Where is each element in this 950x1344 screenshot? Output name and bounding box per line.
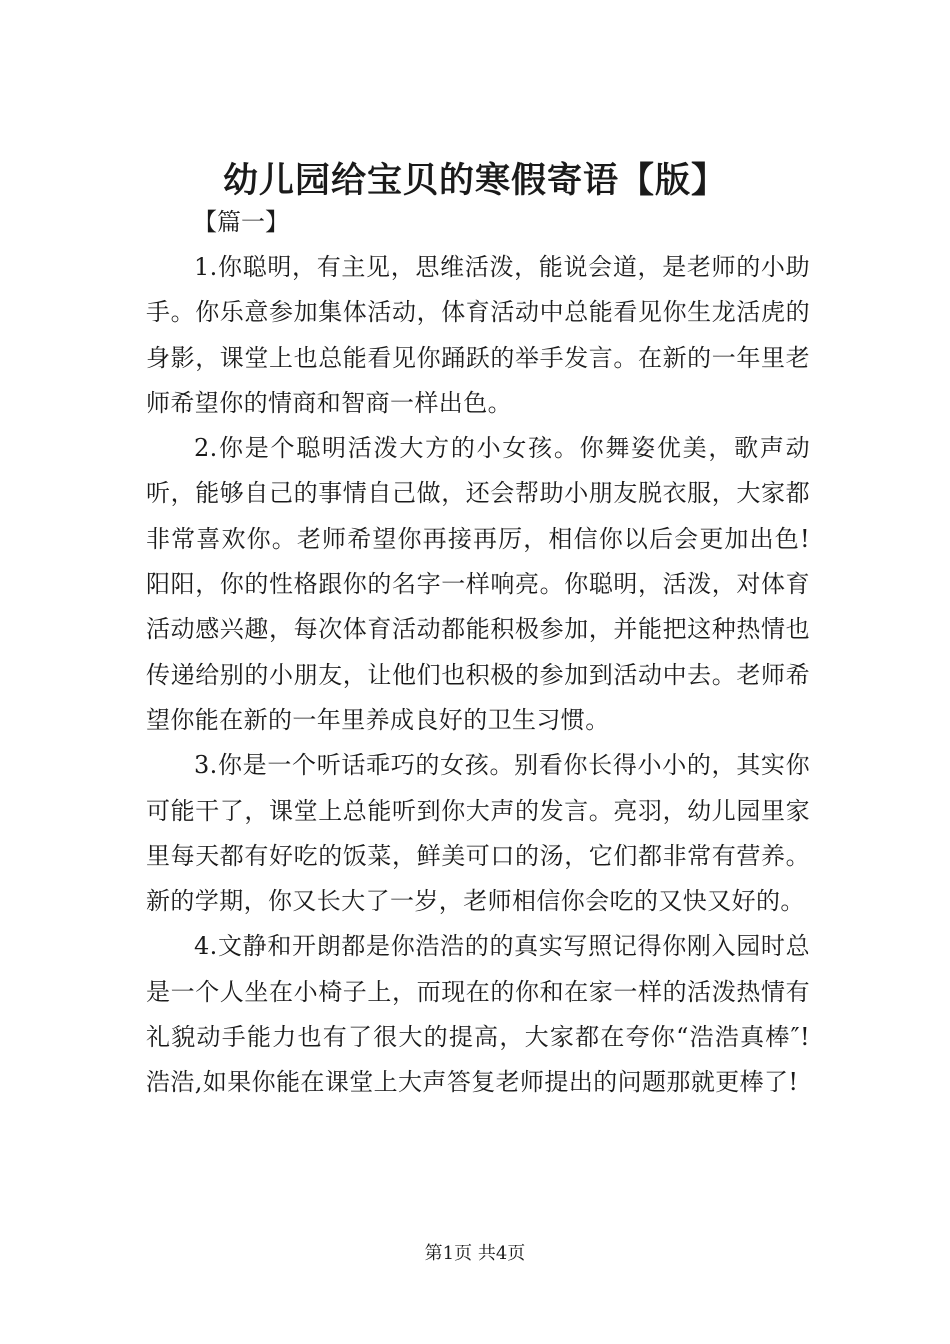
paragraph-3: 3.你是一个听话乖巧的女孩。别看你长得小小的，其实你可能干了，课堂上总能听到你大声的发言。亮羽，幼儿园里家里每天都有好吃的饭菜，鲜美可口的汤，它们都非常有营养。新的学期，你又长大了一岁，老师相信你会吃的又快又好的。 [146,751,810,916]
paragraph-4: 4.文静和开朗都是你浩浩的的真实写照记得你刚入园时总是一个人坐在小椅子上，而现在的你和在家一样的活泼热情有礼貌动手能力也有了很大的提高，大家都在夸你“浩浩真棒″!浩浩,如果你能在课堂上大声答复老师提出的问题那就更棒了! [146,932,810,1097]
section-heading: 【篇一】 [193,208,289,236]
page-indicator: 第1页 共4页 [424,1243,526,1264]
page-title: 幼儿园给宝贝的寒假寄语【版】 [222,160,727,202]
paragraph-1: 1.你聪明，有主见，思维活泼，能说会道，是老师的小助手。你乐意参加集体活动，体育活动中总能看见你生龙活虎的身影，课堂上也总能看见你踊跃的举手发言。在新的一年里老师希望你的情商和智商一样出色。 [146,253,810,417]
document-body [146,245,810,1106]
page-footer [0,1241,950,1267]
paragraph-2: 2.你是个聪明活泼大方的小女孩。你舞姿优美，歌声动听，能够自己的事情自己做，还会帮助小朋友脱衣服，大家都非常喜欢你。老师希望你再接再厉，相信你以后会更加出色!阳阳，你的性格跟你的名字一样响亮。你聪明，活泼，对体育活动感兴趣，每次体育活动都能积极参加，并能把这种热情也传递给别的小朋友，让他们也积极的参加到活动中去。老师希望你能在新的一年里养成良好的卫生习惯。 [146,434,810,734]
